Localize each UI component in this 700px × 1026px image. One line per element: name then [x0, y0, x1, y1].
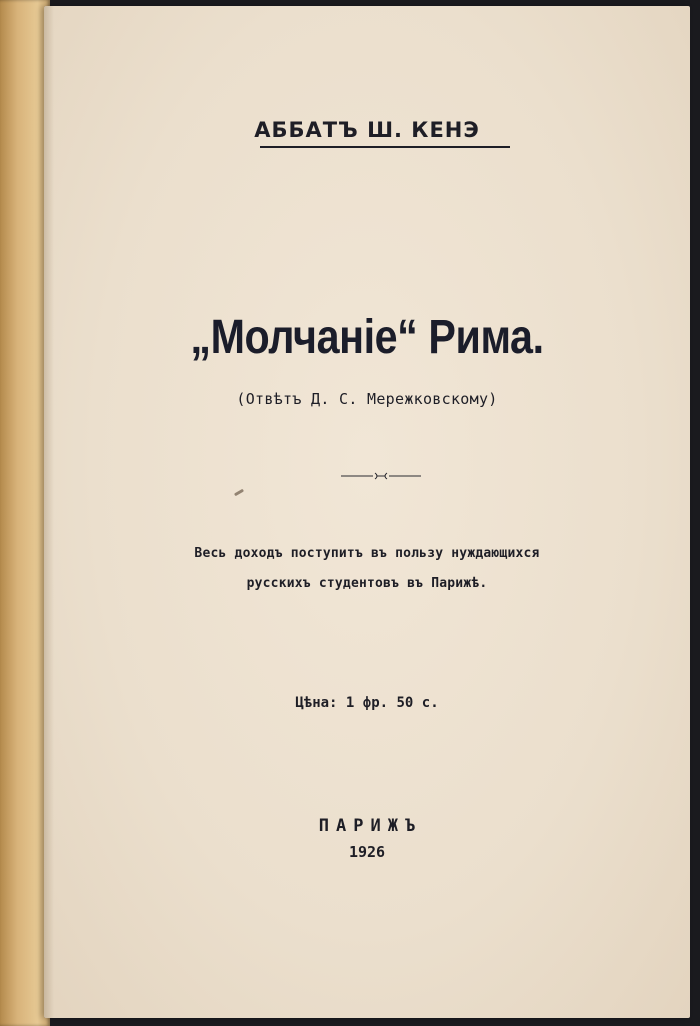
ornament-divider-icon: [341, 470, 421, 482]
author-underline: [260, 146, 510, 148]
author-name: АББАТЪ Ш. КЕНЭ: [254, 118, 480, 142]
book-subtitle: (Отвѣтъ Д. С. Мережковскому): [236, 390, 498, 408]
dedication-line-2: русскихъ студентовъ въ Парижѣ.: [246, 576, 488, 591]
book-title: „Молчаніе“ Рима.: [190, 311, 544, 364]
price-label: Цѣна: 1 фр. 50 с.: [295, 695, 439, 711]
dedication-line-1: Весь доходъ поступитъ въ пользу нуждающихся: [194, 546, 540, 561]
title-page: [44, 6, 690, 1018]
book-cover-edge: [0, 0, 50, 1026]
paper-smudge: [234, 489, 244, 497]
publication-year: 1926: [348, 843, 386, 861]
publication-city: ПАРИЖЪ: [318, 816, 423, 836]
